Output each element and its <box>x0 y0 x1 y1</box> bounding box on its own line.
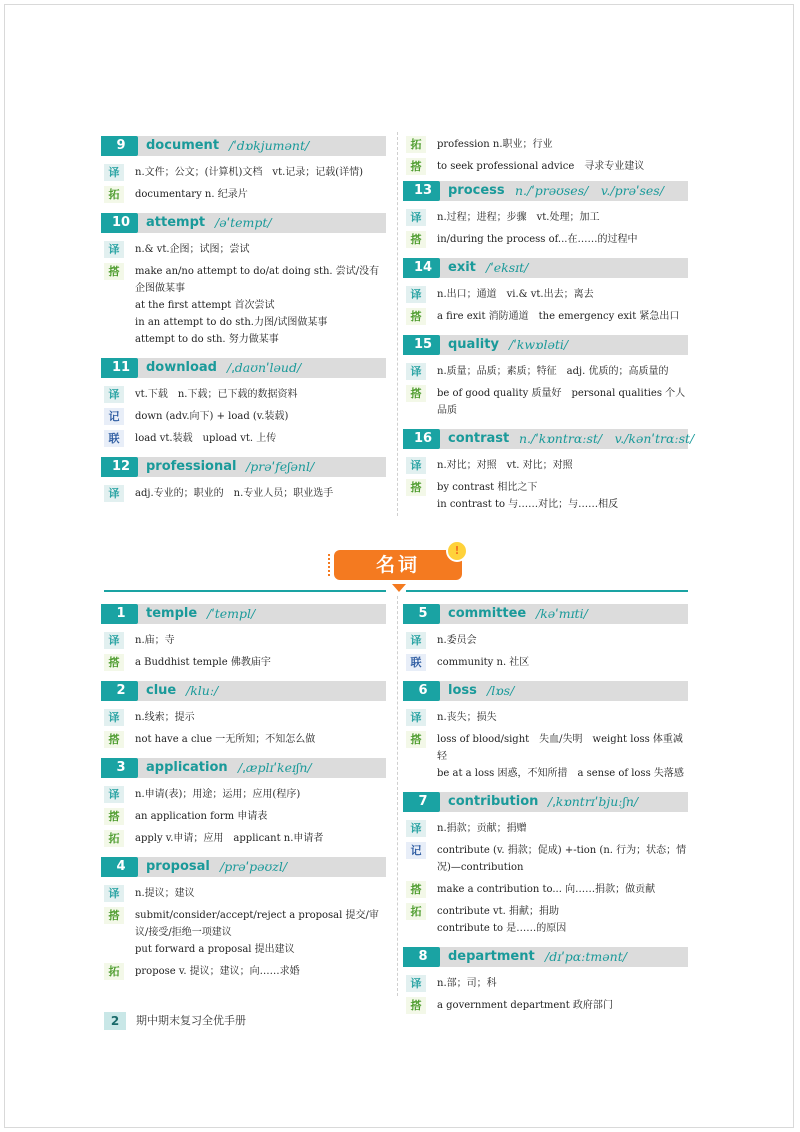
entry-text: n.& vt.企图；试图；尝试 <box>135 244 250 255</box>
pronunciation: /ˈtempl/ <box>207 606 256 621</box>
entry-line <box>104 164 386 181</box>
entry-text: n.丧失；损失 <box>437 712 497 723</box>
tag-yi-icon: 译 <box>104 386 124 403</box>
entry-subline: put forward a proposal 提出建议 <box>135 944 295 955</box>
pronunciation: /ˌæplɪˈkeɪʃn/ <box>238 760 312 775</box>
tag-da-icon: 搭 <box>406 231 426 248</box>
tag-yi-icon: 译 <box>104 786 124 803</box>
entry-text: make an/no attempt to do/at doing sth. 尝试/没有企图做某事 <box>135 266 380 294</box>
pronunciation: /kluː/ <box>186 683 219 698</box>
tag-yi-icon: 译 <box>104 885 124 902</box>
headword: application <box>146 760 228 775</box>
entry-number: 10 <box>104 213 138 233</box>
tag-ji-icon: 记 <box>406 842 426 859</box>
entry-subline: in contrast to 与……对比；与……相反 <box>437 499 619 510</box>
tag-tuo-icon: 拓 <box>406 136 426 153</box>
tag-da-icon: 搭 <box>104 654 124 671</box>
word-entry <box>104 857 386 980</box>
entry-line <box>406 158 688 175</box>
entry-text: be of good quality 质量好 personal qualities 个人品质 <box>437 388 686 416</box>
tag-yi-icon: 译 <box>104 709 124 726</box>
entry-text: apply v.申请；应用 applicant n.申请者 <box>135 833 324 844</box>
tag-da-icon: 搭 <box>406 731 426 748</box>
page-number: 2 <box>104 1012 126 1030</box>
word-header <box>406 429 695 449</box>
entry-number: 3 <box>104 758 138 778</box>
entry-line <box>104 485 386 502</box>
entry-text: n.过程；进程；步骤 vt.处理；加工 <box>437 212 600 223</box>
entry-text: a Buddhist temple 佛教庙宇 <box>135 657 271 668</box>
entry-text: n.提议；建议 <box>135 888 195 899</box>
entry-line <box>406 308 688 325</box>
entry-line <box>406 820 688 837</box>
word-header <box>104 358 386 378</box>
word-header <box>406 792 688 812</box>
entry-number: 7 <box>406 792 440 812</box>
column-bottom-right <box>406 604 688 1024</box>
entry-line <box>406 479 688 496</box>
tag-lian-icon: 联 <box>406 654 426 671</box>
entry-line <box>104 808 386 825</box>
headword: temple <box>146 606 198 621</box>
tag-yi-icon: 译 <box>406 209 426 226</box>
pronunciation: /ˌdaʊnˈləud/ <box>227 360 302 375</box>
tag-yi-icon: 译 <box>104 485 124 502</box>
tag-yi-icon: 译 <box>406 632 426 649</box>
entry-text: an application form 申请表 <box>135 811 268 822</box>
pronunciation: /kəˈmɪti/ <box>536 606 588 621</box>
word-entry <box>406 258 688 325</box>
entry-number: 12 <box>104 457 138 477</box>
entry-text: in/during the process of...在……的过程中 <box>437 234 638 245</box>
word-entry <box>104 758 386 847</box>
tag-yi-icon: 译 <box>104 632 124 649</box>
headword: clue <box>146 683 177 698</box>
entry-number: 2 <box>104 681 138 701</box>
entry-number: 13 <box>406 181 440 201</box>
section-rule-right <box>406 590 688 592</box>
word-header <box>406 181 688 201</box>
pronunciation: /dɪˈpɑːtmənt/ <box>545 949 627 964</box>
tag-da-icon: 搭 <box>406 385 426 402</box>
entry-line <box>104 907 386 941</box>
entry-text: by contrast 相比之下 <box>437 482 538 493</box>
word-header <box>104 457 386 477</box>
tag-da-icon: 搭 <box>406 158 426 175</box>
tag-tuo-icon: 拓 <box>406 903 426 920</box>
entry-line <box>104 963 386 980</box>
entry-line <box>406 731 688 765</box>
section-banner <box>334 544 462 580</box>
column-top-left <box>104 136 386 512</box>
entry-subline: attempt to do sth. 努力做某事 <box>135 334 279 345</box>
tag-da-icon: 搭 <box>104 263 124 280</box>
column-top-right <box>406 136 695 523</box>
pronunciation: /ˈeksɪt/ <box>486 260 529 275</box>
entry-line <box>104 885 386 902</box>
entry-line <box>406 136 688 153</box>
word-header <box>104 604 386 624</box>
entry-subline: be at a loss 困惑，不知所措 a sense of loss 失落感 <box>437 768 684 779</box>
headword: attempt <box>146 215 206 230</box>
headword: department <box>448 949 535 964</box>
word-entry <box>406 335 688 419</box>
column-divider <box>397 132 399 516</box>
continued-entry <box>406 136 688 175</box>
entry-text: vt.下载 n.下载；已下载的数据资料 <box>135 389 298 400</box>
word-header <box>104 213 386 233</box>
headword: professional <box>146 459 237 474</box>
word-header <box>406 681 688 701</box>
headword: download <box>146 360 217 375</box>
word-header <box>406 947 688 967</box>
headword: process <box>448 183 505 198</box>
tag-tuo-icon: 拓 <box>104 186 124 203</box>
headword: loss <box>448 683 477 698</box>
pronunciation: /ˈdɒkjumənt/ <box>229 138 310 153</box>
word-entry <box>406 181 688 248</box>
entry-line <box>104 709 386 726</box>
section-rule-left <box>104 590 386 592</box>
entry-line <box>104 632 386 649</box>
book-title: 期中期末复习全优手册 <box>136 1014 246 1027</box>
entry-line <box>104 186 386 203</box>
entry-text: n.捐款；贡献；捐赠 <box>437 823 527 834</box>
tag-da-icon: 搭 <box>104 731 124 748</box>
entry-text: n.部；司；科 <box>437 978 497 989</box>
word-entry <box>406 681 688 782</box>
word-header <box>406 335 688 355</box>
tag-yi-icon: 译 <box>104 164 124 181</box>
entry-text: a fire exit 消防通道 the emergency exit 紧急出口 <box>437 311 680 322</box>
tag-da-icon: 搭 <box>406 997 426 1014</box>
entry-text: n.线索；提示 <box>135 712 195 723</box>
entry-line <box>104 386 386 403</box>
column-divider-bottom <box>397 596 399 996</box>
entry-number: 15 <box>406 335 440 355</box>
entry-line <box>406 231 688 248</box>
entry-subline: at the first attempt 首次尝试 <box>135 300 275 311</box>
entry-text: to seek professional advice 寻求专业建议 <box>437 161 645 172</box>
entry-line <box>104 786 386 803</box>
headword: quality <box>448 337 499 352</box>
tag-da-icon: 搭 <box>104 907 124 924</box>
entry-number: 11 <box>104 358 138 378</box>
entry-text: down (adv.向下) + load (v.装载) <box>135 411 289 422</box>
entry-line <box>104 731 386 748</box>
entry-text: community n. 社区 <box>437 657 530 668</box>
tag-da-icon: 搭 <box>406 881 426 898</box>
entry-text: submit/consider/accept/reject a proposal 提交/审议/接受/拒绝一项建议 <box>135 910 379 938</box>
tag-yi-icon: 译 <box>406 820 426 837</box>
pronunciation: /lɒs/ <box>487 683 515 698</box>
lightbulb-icon: ! <box>446 540 468 562</box>
section-title: 名词 <box>334 550 462 580</box>
entry-subline: contribute to 是……的原因 <box>437 923 567 934</box>
entry-line <box>406 286 688 303</box>
entry-text: n.委员会 <box>437 635 477 646</box>
tag-ji-icon: 记 <box>104 408 124 425</box>
word-entry <box>104 604 386 671</box>
word-entry <box>104 213 386 348</box>
tag-yi-icon: 译 <box>406 286 426 303</box>
entry-text: adj.专业的；职业的 n.专业人员；职业选手 <box>135 488 334 499</box>
headword: exit <box>448 260 476 275</box>
pronunciation: /prəˈfeʃənl/ <box>246 459 315 474</box>
word-entry <box>104 457 386 502</box>
headword: proposal <box>146 859 210 874</box>
entry-text: n.申请(表)；用途；运用；应用(程序) <box>135 789 301 800</box>
word-header <box>104 758 386 778</box>
word-entry <box>406 792 688 937</box>
headword: contribution <box>448 794 539 809</box>
entry-text: n.质量；品质；素质；特征 adj. 优质的；高质量的 <box>437 366 669 377</box>
entry-text: loss of blood/sight 失血/失明 weight loss 体重减轻 <box>437 734 683 762</box>
tag-yi-icon: 译 <box>406 363 426 380</box>
entry-text: not have a clue 一无所知；不知怎么做 <box>135 734 316 745</box>
tag-tuo-icon: 拓 <box>104 830 124 847</box>
entry-line <box>406 997 688 1014</box>
column-bottom-left <box>104 604 386 990</box>
word-entry <box>104 358 386 447</box>
word-header <box>104 857 386 877</box>
word-entry <box>104 681 386 748</box>
entry-number: 6 <box>406 681 440 701</box>
entry-line <box>406 363 688 380</box>
entry-line <box>406 632 688 649</box>
entry-text: n.文件；公文；(计算机)文档 vt.记录；记载(详情) <box>135 167 364 178</box>
entry-line <box>104 263 386 297</box>
section-arrow <box>392 584 406 592</box>
tag-da-icon: 搭 <box>406 308 426 325</box>
entry-number: 1 <box>104 604 138 624</box>
tag-da-icon: 搭 <box>406 479 426 496</box>
entry-text: load vt.装载 upload vt. 上传 <box>135 433 277 444</box>
entry-line <box>406 209 688 226</box>
entry-text: documentary n. 纪录片 <box>135 189 248 200</box>
pronunciation: /prəˈpəʊzl/ <box>220 859 288 874</box>
entry-number: 5 <box>406 604 440 624</box>
entry-line <box>406 975 688 992</box>
entry-text: contribute vt. 捐献；捐助 <box>437 906 560 917</box>
headword: committee <box>448 606 527 621</box>
entry-number: 4 <box>104 857 138 877</box>
tag-da-icon: 搭 <box>104 808 124 825</box>
entry-line <box>406 709 688 726</box>
entry-text: a government department 政府部门 <box>437 1000 613 1011</box>
entry-line <box>406 654 688 671</box>
word-entry <box>104 136 386 203</box>
entry-line <box>104 408 386 425</box>
word-entry <box>406 604 688 671</box>
word-header <box>104 136 386 156</box>
headword: document <box>146 138 220 153</box>
word-entry <box>406 947 688 1014</box>
entry-line <box>406 881 688 898</box>
entry-line <box>406 385 688 419</box>
pronunciation: n./ˈprəʊses/ v./prəˈses/ <box>515 183 664 198</box>
tag-yi-icon: 译 <box>406 975 426 992</box>
entry-text: n.对比；对照 vt. 对比；对照 <box>437 460 573 471</box>
tag-yi-icon: 译 <box>104 241 124 258</box>
pronunciation: n./ˈkɒntrɑːst/ v./kənˈtrɑːst/ <box>519 431 695 446</box>
entry-line <box>406 842 688 876</box>
entry-number: 9 <box>104 136 138 156</box>
entry-text: n.庙；寺 <box>135 635 175 646</box>
pronunciation: /ˈkwɒləti/ <box>509 337 569 352</box>
entry-line <box>406 457 688 474</box>
entry-text: profession n.职业；行业 <box>437 139 553 150</box>
word-header <box>104 681 386 701</box>
entry-line <box>104 241 386 258</box>
entry-number: 8 <box>406 947 440 967</box>
tag-lian-icon: 联 <box>104 430 124 447</box>
entry-text: contribute (v. 捐款；促成) +-tion (n. 行为；状态；情况)—contribution <box>437 845 687 873</box>
word-entry <box>406 429 695 513</box>
word-header <box>406 258 688 278</box>
entry-line <box>104 654 386 671</box>
entry-text: propose v. 提议；建议；向……求婚 <box>135 966 300 977</box>
tag-yi-icon: 译 <box>406 709 426 726</box>
entry-line <box>104 430 386 447</box>
entry-line <box>104 830 386 847</box>
entry-text: make a contribution to... 向……捐款；做贡献 <box>437 884 656 895</box>
entry-line <box>406 903 688 920</box>
entry-number: 14 <box>406 258 440 278</box>
entry-text: n.出口；通道 vi.& vt.出去；离去 <box>437 289 594 300</box>
pronunciation: /əˈtempt/ <box>215 215 272 230</box>
word-header <box>406 604 688 624</box>
tag-yi-icon: 译 <box>406 457 426 474</box>
headword: contrast <box>448 431 510 446</box>
entry-subline: in an attempt to do sth.力图/试图做某事 <box>135 317 328 328</box>
pronunciation: /ˌkɒntrɪˈbjuːʃn/ <box>548 794 639 809</box>
entry-number: 16 <box>406 429 440 449</box>
tag-tuo-icon: 拓 <box>104 963 124 980</box>
